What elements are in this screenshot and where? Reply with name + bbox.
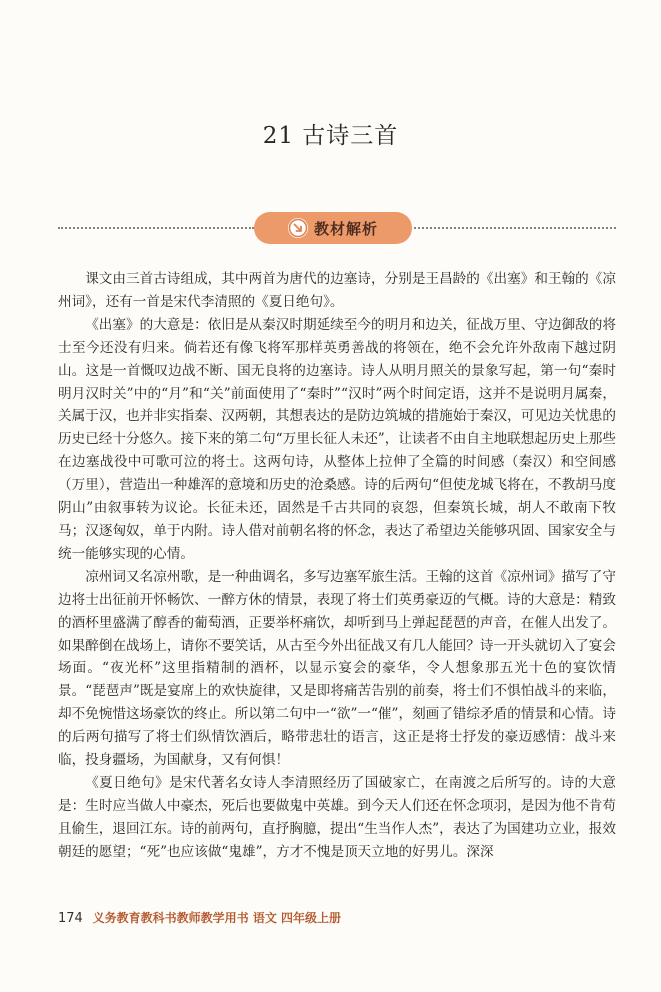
left-dotted-divider bbox=[58, 227, 254, 229]
paragraph: 课文由三首古诗组成，其中两首为唐代的边塞诗，分别是王昌龄的《出塞》和王翰的《凉州词》，还有一首是宋代李清照的《夏日绝句》。 bbox=[58, 271, 616, 310]
paragraph: 《夏日绝句》是宋代著名女诗人李清照经历了国破家亡，在南渡之后所写的。诗的大意是：生时应当做人中豪杰，死后也要做鬼中英雄。到今天人们还在怀念项羽，是因为他不肯苟且偷生，退回江东。诗的前两句，直抒胸臆，提出“生当作人杰”，表达了为国建功立业，报效朝廷的愿望；“死”也应该做“鬼雄”，方才不愧是顶天立地的好男儿。深深 bbox=[58, 774, 616, 860]
book-title: 义务教育教科书教师教学用书 语文 四年级上册 bbox=[92, 911, 342, 925]
section-label: 教材解析 bbox=[313, 219, 378, 238]
paragraph: 凉州词又名凉州歌，是一种曲调名，多写边塞军旅生活。王翰的这首《凉州词》描写了守边将士出征前开怀畅饮、一醉方休的情景，表现了将士们英勇豪迈的气概。诗的大意是：精致的酒杯里盛满了醇香的葡萄酒，正要举杯痛饮，却听到马上弹起琵琶的声音，在催人出发了。如果醉倒在战场上，请你不要笑话，从古至今外出征战又有几人能回？诗一开头就切入了宴会场面。“夜光杯”这里指精制的酒杯，以显示宴会的豪华，令人想象那五光十色的宴饮情景。“琵琶声”既是宴席上的欢快旋律，又是即将痛苦告别的前奏，将士们不惧怕战斗的来临，却不免惋惜这场豪饮的终止。所以第二句中一“欲”一“催”，刻画了错综矛盾的情景和心情。诗的后两句描写了将士们纵情饮酒后，略带悲壮的语言，这正是将士抒发的豪迈感情：战斗来临，投身疆场，为国献身，又有何惧！ bbox=[58, 568, 616, 769]
paragraph: 《出塞》的大意是：依旧是从秦汉时期延续至今的明月和边关，征战万里、守边御敌的将士至今还没有归来。倘若还有像飞将军那样英勇善战的将领在，绝不会允许外敌南下越过阴山。这是一首慨叹边战不断、国无良将的边塞诗。诗人从明月照关的景象写起，第一句“秦时明月汉时关”中的“月”和“关”前面使用了“秦时”“汉时”两个时间定语，这并不是说明月属秦，关属于汉，也并非实指秦、汉两朝，其想表达的是防边筑城的措施始于秦汉，可见边关忧患的历史已经十分悠久。接下来的第二句“万里长征人未还”，让读者不由自主地联想起历史上那些在边塞战役中可歌可泣的将士。这两句诗，从整体上拉伸了全篇的时间感（秦汉）和空间感（万里），营造出一种雄浑的意境和历史的沧桑感。诗的后两句“但使龙城飞将在，不教胡马度阴山”由叙事转为议论。长征未还，固然是千古共同的哀怨，但秦筑长城，胡人不敢南下牧马；汉逐匈奴，单于内附。诗人借对前朝名将的怀念，表达了希望边关能够巩固、国家安全与统一能够实现的心情。 bbox=[58, 316, 616, 562]
section-badge bbox=[254, 212, 412, 244]
body-text bbox=[58, 268, 616, 864]
chapter-title: 21 古诗三首 bbox=[262, 123, 399, 149]
page-number: 174 bbox=[58, 911, 83, 926]
arrow-down-right-icon bbox=[288, 218, 308, 238]
right-dotted-divider bbox=[414, 227, 616, 229]
section-header bbox=[58, 212, 616, 244]
page-footer bbox=[58, 909, 616, 926]
